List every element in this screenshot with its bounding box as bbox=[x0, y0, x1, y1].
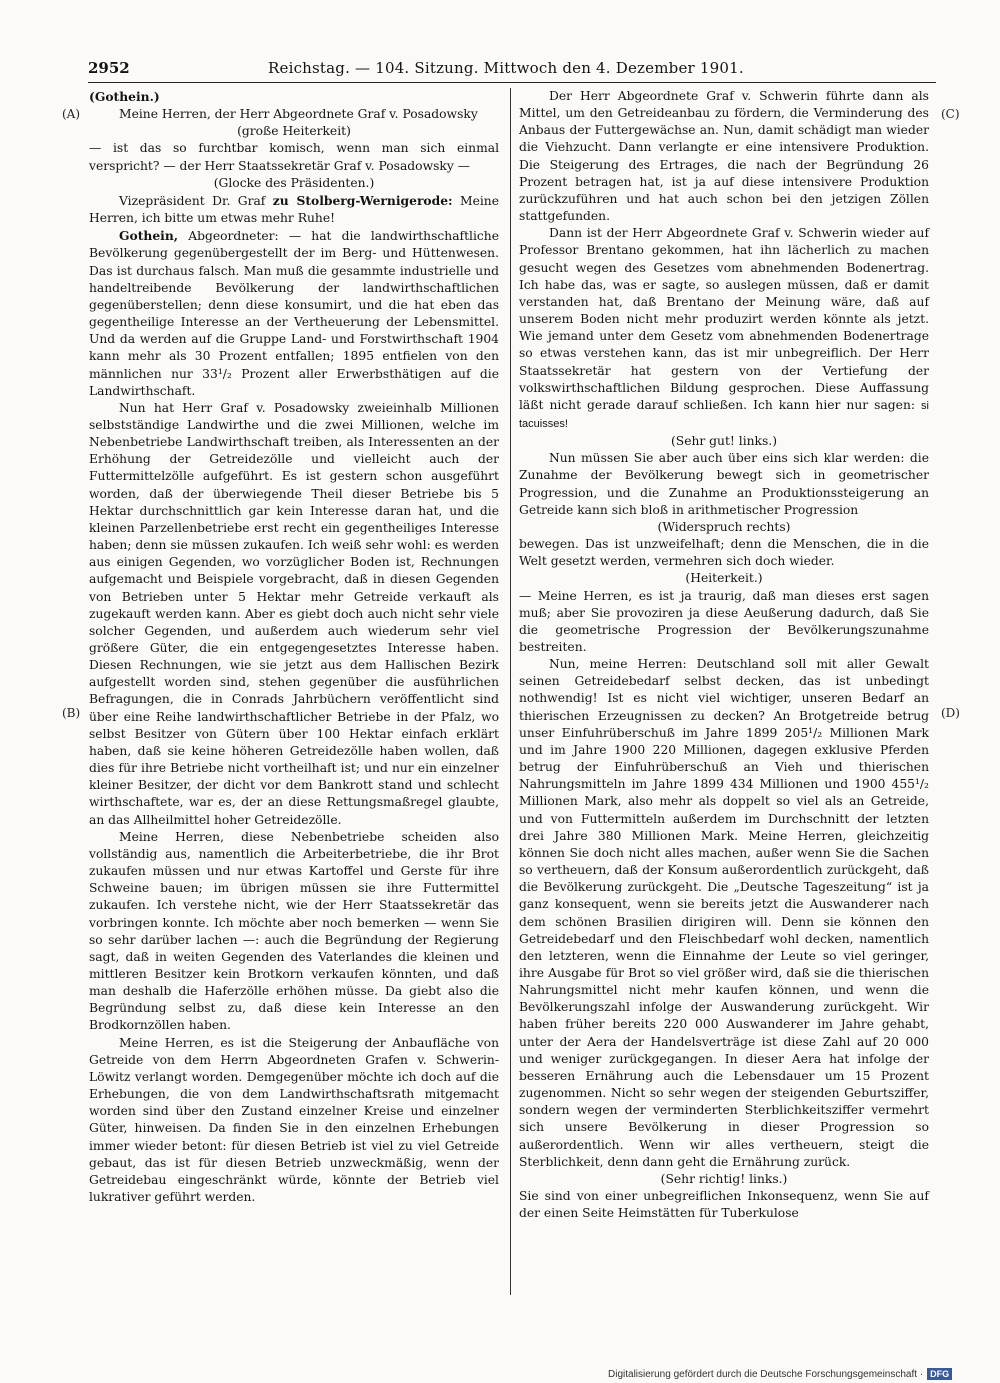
margin-marker-b: (B) bbox=[62, 706, 81, 720]
footer-text: Digitalisierung gefördert durch die Deutsche Forschungsgemeinschaft · bbox=[608, 1368, 924, 1380]
margin-marker-a: (A) bbox=[62, 107, 81, 121]
paragraph: Nun müssen Sie aber auch über eins sich klar werden: die Zunahme der Bevölkerung bewegt sich in geometrischer Progression, und die Zunahme an Produktionssteigerung an Getreide kann sich bloß in arithmetischer Progression bbox=[519, 451, 929, 517]
page-number: 2952 bbox=[88, 59, 130, 77]
paragraph: Nun, meine Herren: Deutschland soll mit aller Gewalt seinen Getreidebedarf selbst decken, das ist unbedingt nothwendig! Ist es nicht viel wichtiger, unseren Bedarf an thierischen Erzeugnissen zu decken? An Brotgetreide betrug unser Einfuhrüberschuß im Jahre 1899 205¹/₂ Millionen Mark und im Jahre 1900 220 Millionen, dagegen exklusive Pferden betrug der Einfuhrüberschuß an Vieh und thierischen Nahrungsmitteln im Jahre 1899 434 Millionen und 1900 455¹/₂ Millionen Mark, also mehr als doppelt so viel als an Getreide, und von Futtermitteln außerdem im Durchschnitt der letzten drei Jahre 380 Millionen Mark. Meine Herren, gleichzeitig können Sie doch nicht alles machen, außer wenn Sie die Sachen so vertheuern, daß der Konsum außerordentlich zurückgeht, daß die Bevölkerung zurückgeht. Die „Deutsche Tageszeitung“ ist ja ganz konsequent, wenn sie bereits jetzt die Auswanderer nach dem schönen Brasilien dirigiren will. Denn sie können den Getreidebedarf und den Fleischbedarf wohl decken, namentlich den letzteren, wenn die Einnahme der Leute so viel geringer, ihre Ausgabe für Brot so viel größer wird, daß sie die thierischen Nahrungsmittel nicht mehr kaufen können, und wenn die Bevölkerungszahl infolge der Auswanderung zurückgeht. Wir haben früher bereits 220 000 Auswanderer im Jahre gehabt, unter der Aera der Handelsverträge ist diese Zahl auf 20 000 und weniger zurückgegangen. In dieser Aera hat infolge der besseren Ernährung auch die Lebensdauer um 15 Prozent zugenommen. Nicht so sehr wegen der steigenden Geburtsziffer, sondern wegen der verminderten Sterblichkeitsziffer vermehrt sich unsere Bevölkerung in dieser Progression so außerordentlich. Wenn wir alles vertheuern, steigt die Sterblichkeit, denn dann geht die Ernährung zurück. bbox=[519, 657, 929, 1169]
interjection: (große Heiterkeit) bbox=[237, 124, 351, 139]
speaker-label: (Gothein.) bbox=[89, 89, 160, 104]
paragraph: Der Herr Abgeordnete Graf v. Schwerin führte dann als Mittel, um den Getreideanbau zu fördern, die Verminderung des Anbaus der Futtergewächse an. Nun, damit schädigt man wieder die Viehzucht. Dann verlangte er eine intensivere Produktion. Die Steigerung des Ertrages, die nach der Begründung 26 Prozent betragen hat, ist ja auf diese intensivere Produktion zurückzuführen und hat auch schon bei den jetzigen Zöllen stattgefunden. bbox=[519, 89, 929, 224]
page-header bbox=[88, 57, 936, 81]
margin-marker-c: (C) bbox=[941, 107, 960, 121]
paragraph bbox=[519, 225, 929, 433]
vice-president-remark bbox=[89, 192, 499, 227]
paragraph: — Meine Herren, es ist ja traurig, daß man dieses erst sagen muß; aber Sie provoziren ja diese Aeußerung dadurch, daß Sie die geometrische Progression der Bevölkerungszunahme bestreiten. bbox=[519, 588, 929, 654]
vp-prefix: Vizepräsident Dr. Graf bbox=[119, 193, 273, 208]
interjection: (Glocke des Präsidenten.) bbox=[213, 175, 375, 190]
right-column bbox=[519, 88, 929, 1222]
left-column bbox=[89, 88, 499, 1206]
running-title: Reichstag. — 104. Sitzung. Mittwoch den 4. Dezember 1901. bbox=[268, 59, 744, 77]
speaker-name: Gothein, bbox=[119, 228, 179, 244]
paragraph: Meine Herren, diese Nebenbetriebe scheiden also vollständig aus, namentlich die Arbeiterbetriebe, die ihr Brot zukaufen müssen und nur etwas Kartoffel und Gerste für ihre Schweine bauen; im übrigen müssen sie ihre Futtermittel zukaufen. Ich verstehe nicht, wie der Herr Staatssekretär das vorbringen konnte. Ich möchte aber noch bemerken — wenn Sie so sehr darüber lachen —: auch die Begründung der Regierung sagt, daß in weiten Gegenden des Vaterlandes die kleinen und mittleren Besitzer kein Brotkorn verkaufen könnten, und daß man deshalb die Haferzölle erhöhen müsse. Da giebt also die Begründung selbst zu, daß diese kein Interesse an den Brodkornzöllen haben. bbox=[89, 829, 499, 1033]
speech-paragraph bbox=[89, 227, 499, 400]
header-rule bbox=[88, 82, 936, 83]
paragraph: Nun hat Herr Graf v. Posadowsky zweieinhalb Millionen selbstständige Landwirthe und die zwei Millionen, welche im Nebenbetriebe Landwirthschaft treiben, als Interessenten an der Erhöhung der Getreidezölle und vielleicht auch der Futtermittelzölle aufgeführt. Es ist gestern schon ausgeführt worden, daß der überwiegende Theil dieser Betriebe bis 5 Hektar durchschnittlich gar kein Interesse daran hat, und die kleinen Parzellenbetriebe erst recht ein gegentheiliges Interesse haben; denn sie müssen zukaufen. Ich weiß sehr wohl: es werden aus einigen Gegenden, wo vorzüglicher Boden ist, Rechnungen aufgemacht und Beispiele vorgebracht, daß in diesen Gegenden von Betrieben unter 5 Hektar mehr Getreide verkauft als zugekauft werden kann. Aber es giebt doch auch nicht sehr viele solcher Gegenden, und außerdem auch wiederum sehr viel größere Güter, die ein entgegengesetztes Interesse haben. Diesen Rechnungen, wie sie jetzt aus dem Hallischen Bezirk aufgestellt worden sind, stehen gegenüber die ausführlichen Befragungen, die in Conrads Jahrbüchern veröffentlicht sind über eine Reihe landwirthschaftlicher Betriebe in der Pfalz, wo selbst Besitzer von Gütern über 100 Hektar einfach erklärt haben, daß sie keine höheren Getreidezölle haben wollen, daß dies für ihre Betriebe nicht vortheilhaft ist; und nur ein einzelner kleiner Besitzer, der dicht vor dem Bankrott stand und schlecht wirthschaftete, war es, der an diese Rettungsmaßregel glaubte, an das Allheilmittel hoher Getreidezölle. bbox=[89, 400, 499, 827]
paragraph: bewegen. Das ist unzweifelhaft; denn die Menschen, die in die Welt gesetzt werden, vermehren sich doch wieder. bbox=[519, 537, 929, 569]
interjection: (Widerspruch rechts) bbox=[657, 519, 791, 534]
paragraph-text: Dann ist der Herr Abgeordnete Graf v. Schwerin wieder auf Professor Brentano gekommen, hat ihn lächerlich zu machen gesucht wegen des Gesetzes vom abnehmenden Bodenertrag. Ich habe das, was er sagte, so auslegen müssen, daß er damit verstanden hat, daß Brentano der Meinung wäre, daß auf unserem Boden nicht mehr produzirt werden könnte als jetzt. Wie jemand unter dem Gesetz vom abnehmenden Bodenertrage so etwas verstehen kann, das ist mir unbegreiflich. Der Herr Staatssekretär hat gestern von der Vertiefung der volkswirthschaftlichen Bildung gesprochen. Diese Auffassung läßt nicht gerade darauf schließen. Ich kann hier nur sagen: bbox=[519, 226, 929, 412]
paragraph: Sie sind von einer unbegreiflichen Inkonsequenz, wenn Sie auf der einen Seite Heimstätten für Tuberkulose bbox=[519, 1189, 929, 1221]
interjection: (Sehr richtig! links.) bbox=[660, 1171, 788, 1186]
interjection: (Sehr gut! links.) bbox=[670, 434, 778, 449]
vp-text: Meine Herren, ich bitte um etwas mehr Ruhe! bbox=[89, 193, 499, 226]
paragraph: Meine Herren, der Herr Abgeordnete Graf v. Posadowsky bbox=[119, 107, 478, 122]
margin-marker-d: (D) bbox=[941, 706, 960, 720]
vp-name: zu Stolberg-Wernigerode: bbox=[272, 192, 453, 208]
speech-text: Abgeordneter: — hat die landwirthschaftliche Bevölkerung gegenübergestellt der im Berg- und Hüttenwesen. Das ist durchaus falsch. Man muß die gesammte industrielle und handeltreibende Bevölkerung der landwirthschaftlichen gegenüberstellen; denn diese konsumirt, und die hat eben das gegentheilige Interesse an der Vertheuerung der Lebensmittel. Und da werden auf die Gruppe Land- und Forstwirthschaft 1904 kann mehr als 30 Prozent entfallen; 1895 entfielen von den männlichen nur 33¹/₂ Prozent aller Erwerbsthätigen auf die Landwirthschaft. bbox=[89, 229, 499, 398]
column-divider bbox=[510, 88, 511, 1295]
interjection: (Heiterkeit.) bbox=[685, 571, 763, 586]
paragraph: — ist das so furchtbar komisch, wenn man sich einmal verspricht? — der Herr Staatssekretär Graf v. Posadowsky — bbox=[89, 141, 499, 173]
paragraph: Meine Herren, es ist die Steigerung der Anbaufläche von Getreide von dem Herrn Abgeordneten Grafen v. Schwerin-Löwitz verlangt worden. Demgegenüber möchte ich doch auf die Erhebungen, die von dem Landwirthschaftsrath mitgemacht worden sind über den Zustand einzelner Kreise und einzelner Güter, hinweisen. Da finden Sie in den einzelnen Erhebungen immer wieder betont: für diesen Betrieb ist viel zu viel Getreide gebaut, das ist für diesen Betrieb unzweckmäßig, wenn der Getreidebau eingeschränkt würde, könnte der Betrieb viel lukrativer geführt werden. bbox=[89, 1035, 499, 1204]
dfg-logo: DFG bbox=[927, 1368, 952, 1380]
latin-quote: si tacuisses! bbox=[519, 399, 929, 430]
digitization-footer bbox=[608, 1367, 952, 1381]
